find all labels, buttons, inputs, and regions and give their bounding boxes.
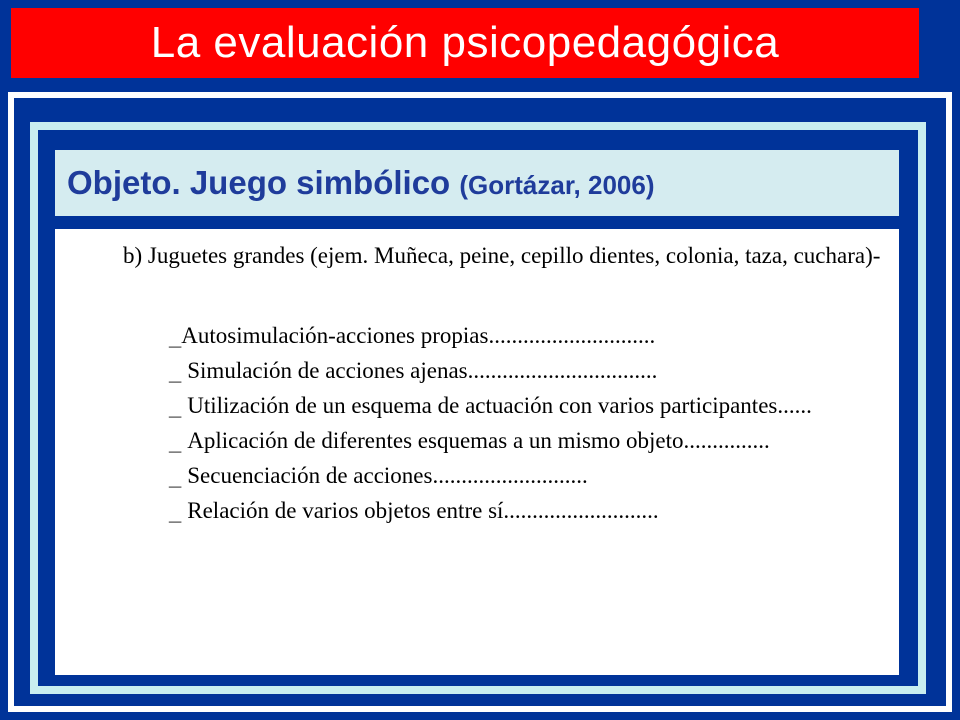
page-title: La evaluación psicopedagógica	[11, 8, 919, 78]
intro-text: b) Juguetes grandes (ejem. Muñeca, peine, cepillo dientes, colonia, taza, cuchara)-	[123, 243, 881, 268]
list-item	[169, 321, 869, 351]
list-item	[169, 391, 869, 421]
bullet-dash: _	[169, 500, 182, 525]
list-item-text: Autosimulación-acciones propias.............................	[181, 323, 656, 348]
list-item-text: Relación de varios objetos entre sí...........................	[187, 498, 659, 523]
content-panel	[55, 229, 899, 675]
list-item-text: Aplicación de diferentes esquemas a un mismo objeto...............	[187, 428, 770, 453]
bullet-dash: _	[169, 430, 182, 455]
list-item-text: Utilización de un esquema de actuación con varios participantes......	[187, 393, 812, 418]
bullet-dash: _	[169, 465, 182, 490]
list-item	[169, 461, 869, 491]
item-list	[169, 321, 869, 531]
bullet-dash: _	[169, 360, 182, 385]
section-title: Objeto. Juego simbólico	[67, 164, 451, 201]
list-item	[169, 496, 869, 526]
list-item	[169, 426, 869, 456]
list-item-text: Secuenciación de acciones...........................	[187, 463, 588, 488]
bullet-dash: _	[169, 395, 182, 420]
section-citation: (Gortázar, 2006)	[459, 170, 655, 200]
bullet-dash: _	[169, 325, 182, 350]
list-item	[169, 356, 869, 386]
list-item-text: Simulación de acciones ajenas.................................	[187, 358, 658, 383]
section-title-bar	[55, 150, 899, 216]
